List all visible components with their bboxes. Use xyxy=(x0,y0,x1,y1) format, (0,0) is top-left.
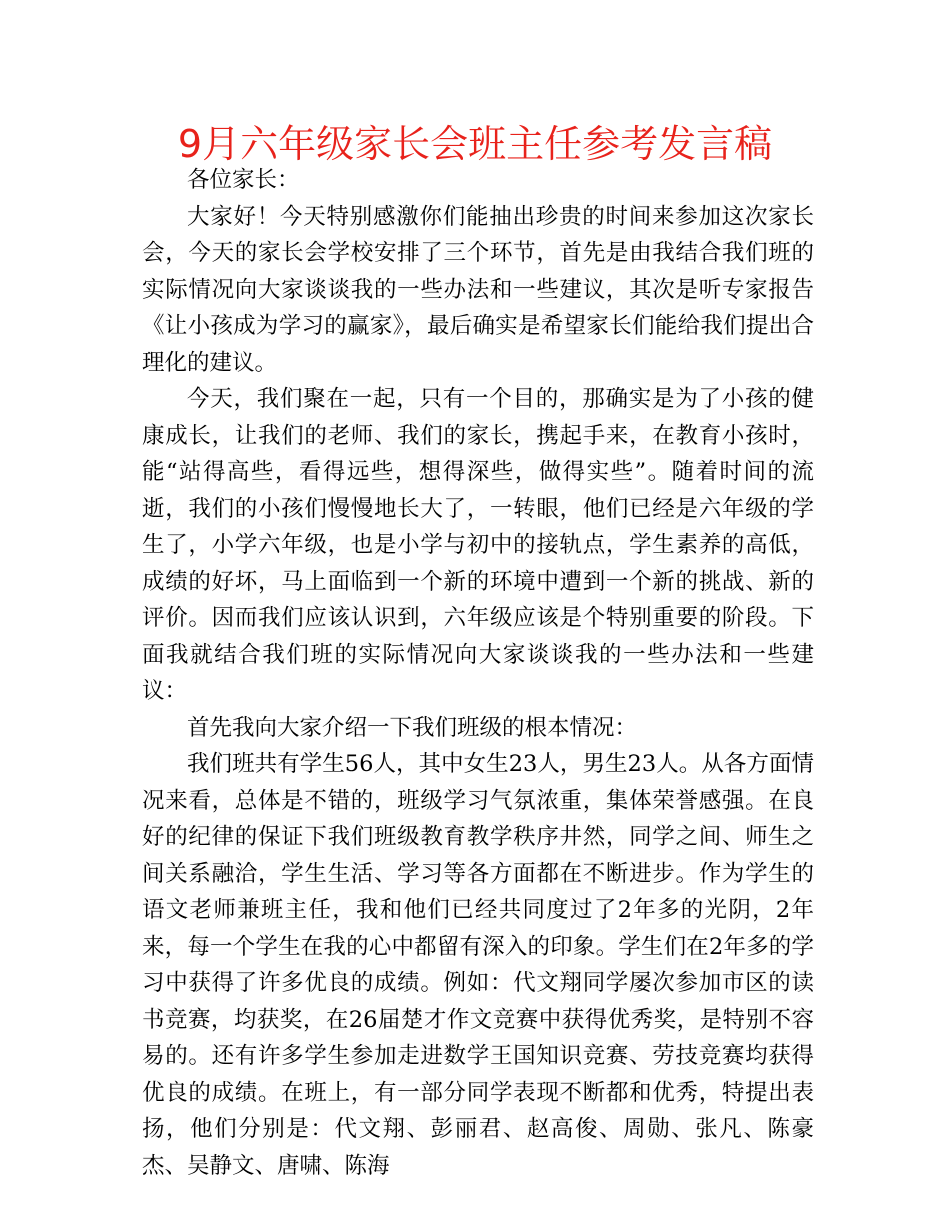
paragraph: 首先我向大家介绍一下我们班级的根本情况： xyxy=(187,714,638,741)
paragraph: 今天，我们聚在一起，只有一个目的，那确实是为了小孩的健康成长，让我们的老师、我们的家长，携起手来，在教育小孩时，能“站得高些，看得远些，想得深些，做得实些”。随着时间的流逝，我们的小孩们慢慢地长大了，一转眼，他们已经是六年级的学生了，小学六年级，也是小学与初中的接轨点，学生素养的高低，成绩的好坏，马上面临到一个新的环境中遭到一个新的挑战、新的评价。因而我们应该认识到，六年级应该是个特别重要的阶段。下面我就结合我们班的实际情况向大家谈谈我的一些办法和一些建议： xyxy=(142,386,814,704)
salutation: 各位家长： xyxy=(187,167,300,193)
document-title: 9月六年级家长会班主任参考发言稿 xyxy=(177,122,773,166)
paragraph: 我们班共有学生56人，其中女生23人，男生23人。从各方面情况来看，总体是不错的，班级学习气氛浓重，集体荣誉感强。在良好的纪律的保证下我们班级教育教学秩序井然，同学之间、师生之间关系融洽，学生生活、学习等各方面都在不断进步。作为学生的语文老师兼班主任，我和他们已经共同度过了2年多的光阴，2年来，每一个学生在我的心中都留有深入的印象。学生们在2年多的学习中获得了许多优良的成绩。例如：代文翔同学屡次参加市区的读书竞赛，均获奖，在26届楚才作文竞赛中获得优秀奖，是特别不容易的。还有许多学生参加走进数学王国知识竞赛、劳技竞赛均获得优良的成绩。在班上，有一部分同学表现不断都和优秀，特提出表扬，他们分别是：代文翔、彭丽君、赵高俊、周勋、张凡、陈豪杰、吴静文、唐啸、陈海 xyxy=(142,751,814,1179)
paragraph: 大家好！今天特别感激你们能抽出珍贵的时间来参加这次家长会，今天的家长会学校安排了三个环节，首先是由我结合我们班的实际情况向大家谈谈我的一些办法和一些建议，其次是听专家报告《让小孩成为学习的赢家》，最后确实是希望家长们能给我们提出合理化的建议。 xyxy=(142,203,814,376)
document-body xyxy=(142,162,814,1184)
